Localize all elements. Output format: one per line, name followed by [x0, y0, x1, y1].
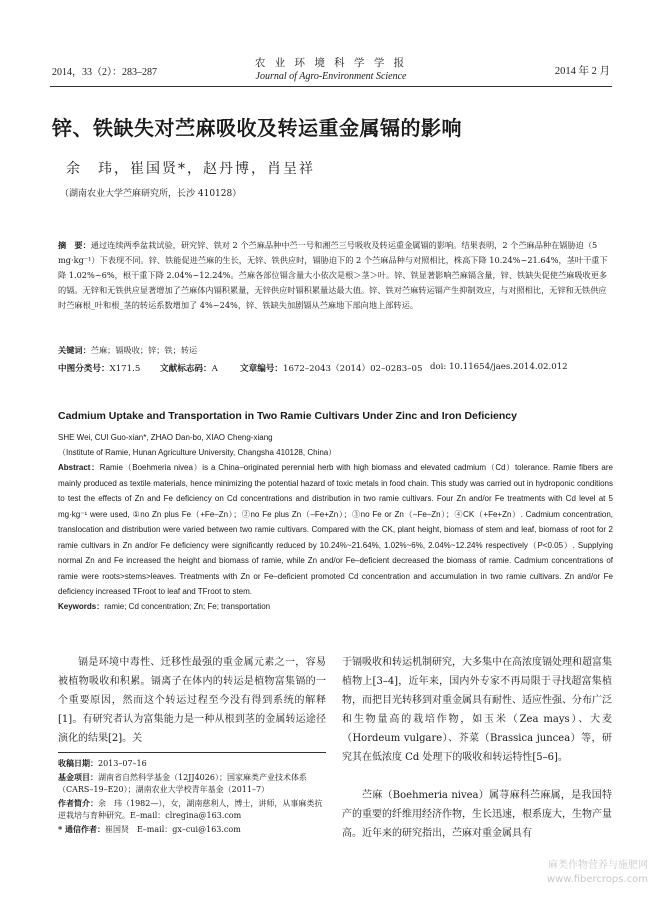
abstract-cn	[58, 238, 613, 313]
clc-label: 中图分类号：	[58, 364, 110, 374]
footnote-correspondence: * 通信作者：崔国贤 E–mail：gx–cui@163.com	[58, 823, 241, 834]
doc-code-value: A	[211, 364, 218, 374]
citation: 2014，33（2）：283–287	[52, 67, 157, 78]
doc-code-label: 文献标志码：	[160, 364, 212, 374]
footnote-funding: 基金项目：湖南省自然科学基金（12JJ4026）；国家麻类产业技术体系（CARS–19–E20）；湖南农业大学校青年基金（2011–7）	[58, 771, 307, 794]
keywords-text: 苎麻；镉吸收；锌；铁；转运	[90, 345, 198, 355]
doi-label: doi:	[430, 362, 447, 372]
header-rule	[50, 86, 612, 87]
affiliation: （湖南农业大学苎麻研究所，长沙 410128）	[60, 189, 242, 199]
journal-name-cn: 农 业 环 境 科 学 学 报	[254, 57, 408, 69]
issue-date: 2014 年 2 月	[554, 66, 610, 77]
footnote-author: 作者简介：余 玮（1982—），女，湖南慈利人，博士，讲师，从事麻类抗逆栽培与育种研究。E–mail：clregina@163.com	[58, 797, 323, 820]
keywords-cn	[58, 343, 613, 358]
abstract-text: 通过连续两季盆栽试验，研究锌、铁对 2 个苎麻品种中苎一号和湘苎三号吸收及转运重金属镉的影响。结果表明，2 个苎麻品种在镉胁迫（5 mg·kg⁻¹）下表现不同。锌、铁能促进苎麻的生长，无锌、铁供应时，镉胁迫下的 2 个苎麻品种与对照相比，株高下降 10.24%~21.64%，茎叶干重下降 1.02%~6%，根干重下降 2.04%~12.24%。苎麻各部位镉含量大小依次是根＞茎＞叶。锌、铁显著影响苎麻镉含量，锌、铁缺失促使苎麻吸收更多的镉。无锌和无铁供应显著增加了苎麻体内镉积累量，无锌供应时镉积累量达最大值。锌、铁对苎麻转运镉产生抑制效应，与对照相比，无锌和无铁供应时苎麻根_叶和根_茎的转运系数增加了 4%~24%，锌、铁缺失加剧镉从苎麻地下部向地上部转运。	[58, 240, 608, 310]
body-left-column: 镉是环境中毒性、迁移性最强的重金属元素之一，容易被植物吸收和积累。镉离子在体内的转运是植物富集镉的一个重要原因，然而这个转运过程至今没有得到系统的解释[1]。有研究者认为富集能力是一种从根到茎的金属转运途径演化的结果[2]。关	[58, 657, 326, 744]
paper-title: 锌、铁缺失对苎麻吸收及转运重金属镉的影响	[52, 116, 462, 140]
keywords-label: 关键词：	[58, 345, 91, 355]
footnote-received: 收稿日期：2013–07–16	[58, 758, 147, 768]
english-abstract-label: Abstract：	[58, 463, 100, 472]
english-affiliation: （Institute of Ramie, Hunan Agriculture University, Changsha 410128, China）	[58, 448, 337, 457]
watermark: 麻类作物营养与施肥网 www.fibercrops.com	[546, 860, 648, 885]
doi-value: 10.11654/jaes.2014.02.012	[449, 362, 568, 372]
abstract-label: 摘 要：	[58, 240, 91, 250]
journal-name-en: Journal of Agro-Environment Science	[255, 71, 407, 82]
english-authors: SHE Wei, CUI Guo-xian*, ZHAO Dan-bo, XIAO Cheng-xiang	[58, 433, 273, 442]
footnote-rule	[58, 752, 326, 753]
article-no-label: 文章编号：	[240, 364, 283, 374]
footnotes	[58, 757, 326, 836]
english-keywords-label: Keywords：	[58, 602, 105, 611]
clc-value: X171.5	[109, 364, 141, 374]
english-title: Cadmium Uptake and Transportation in Two Ramie Cultivars Under Zinc and Iron Deficiency	[58, 410, 517, 422]
english-keywords	[58, 599, 613, 615]
body-right-column-p1: 于镉吸收和转运机制研究，大多集中在高浓度镉处理和超富集植物上[3–4]，近年来，国内外专家不再局限于寻找超富集植物，而把目光转移到对重金属具有耐性、适应性强、分布广泛和生物量高的栽培作物，如玉米（Zea mays）、大麦（Hordeum vulgare）、芥菜（Brassica juncea）等，研究其在低浓度 Cd 处理下的吸收和转运特性[5–6]。	[342, 657, 612, 763]
english-abstract	[58, 460, 613, 600]
english-keywords-text: ramie; Cd concentration; Zn; Fe; transportation	[104, 602, 271, 611]
body-right-column-p2: 苎麻（Boehmeria nivea）属荨麻科苎麻属，是我国特产的重要的纤维用经济作物，生长迅速，根系庞大，生物产量高。近年来的研究指出，苎麻对重金属具有	[342, 790, 612, 839]
english-abstract-text: Ramie（Boehmeria nivea）is a China–originated perennial herb with high biomass and elevated cadmium（Cd）tolerance. Ramie fibers are mainly produced as textile materials, hence minimizing the potential hazard of toxic metals in food chain. This study was carried out in hydroponic conditions to test the effects of Zn and Fe deficiency on Cd concentrations and distribution in two ramie cultivars. Four Zn and/or Fe treatments with Cd level at 5 mg·kg⁻¹ were used, ①no Zn plus Fe（+Fe–Zn）；②no Fe plus Zn（–Fe+Zn）；③no Fe or Zn（–Fe–Zn）；④CK（+Fe+Zn）. Cadmium concentration, translocation and distribution were varied between two ramie cultivars. Compared with the CK, plant height, biomass of stem and leaf, biomass of root for 2 ramie cultivars in Zn and/or Fe deficiency were significantly reduced by 10.24%~21.64%, 1.02%~6%, 2.04%~12.24% respectively（P<0.05）. Supplying normal Zn and Fe increased the height and biomass of ramie, while Zn and/or Fe–deficient decreased the biomass of ramie. Cadmium concentrations of ramie were roots>stems>leaves. Treatments with Zn or Fe–deficient promoted Cd concentration and accumulation in two ramie cultivars. Zn and/or Fe deficiency increased TFroot to leaf and TFroot to stem.	[58, 463, 613, 596]
authors: 余 玮，崔国贤*，赵丹博，肖呈祥	[66, 161, 315, 177]
article-no-value: 1672–2043（2014）02–0283–05	[282, 364, 423, 374]
